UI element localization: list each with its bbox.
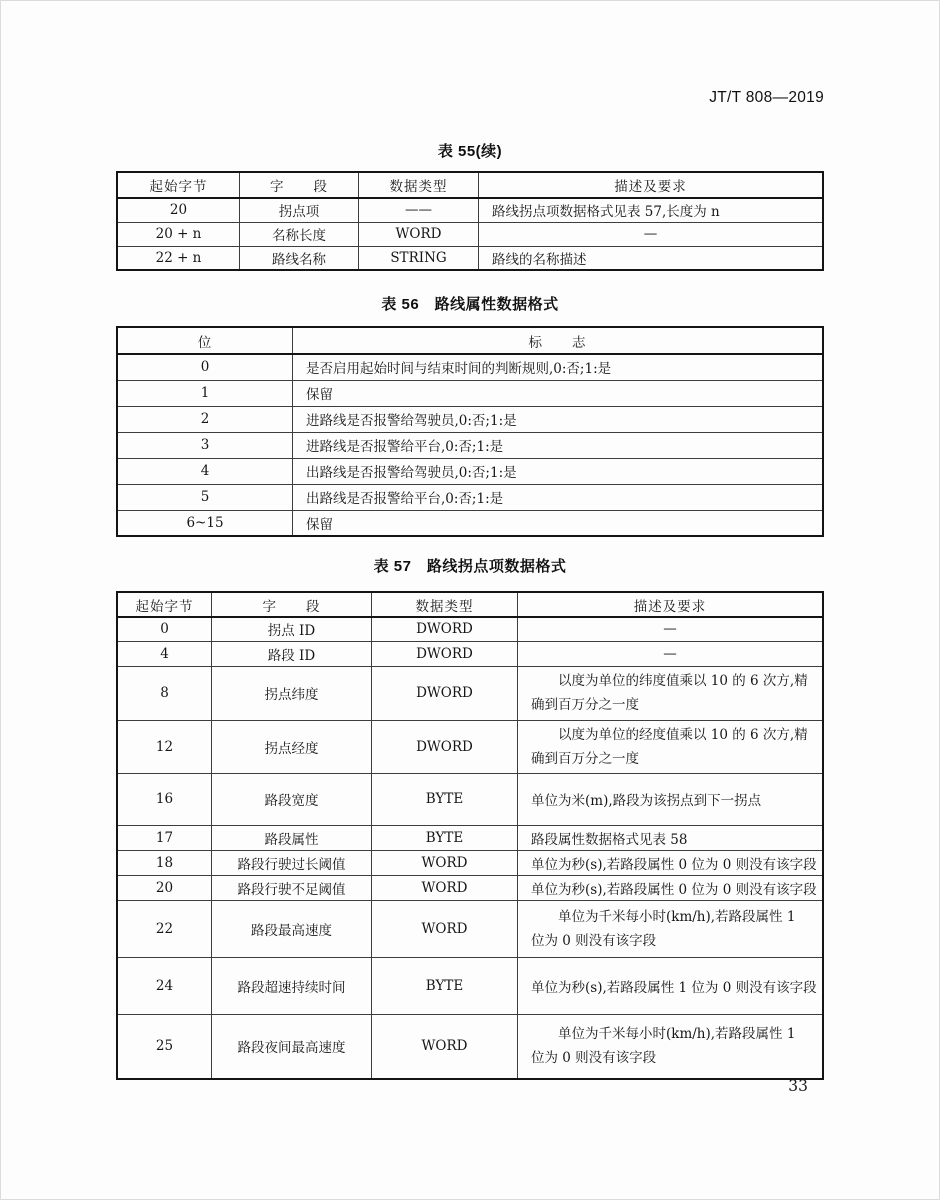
column-header: 字 段 <box>212 592 372 617</box>
table-cell: 路段超速持续时间 <box>212 957 372 1014</box>
table-cell: WORD <box>372 1014 518 1079</box>
table-row <box>117 825 823 850</box>
column-header: 数据类型 <box>359 172 479 198</box>
column-header: 数据类型 <box>372 592 518 617</box>
description-cell: 以度为单位的纬度值乘以 10 的 6 次方,精确到百万分之一度 <box>518 666 824 720</box>
table-cell: 25 <box>117 1014 212 1079</box>
table-cell: 12 <box>117 720 212 773</box>
table-cell: 路段夜间最高速度 <box>212 1014 372 1079</box>
table-row <box>117 720 823 773</box>
description-cell: 单位为米(m),路段为该拐点到下一拐点 <box>518 773 824 825</box>
description-cell: 路线的名称描述 <box>479 246 824 270</box>
table-cell: —— <box>359 198 479 222</box>
description-cell: — <box>518 641 824 666</box>
table-row <box>117 666 823 720</box>
description-cell: 以度为单位的经度值乘以 10 的 6 次方,精确到百万分之一度 <box>518 720 824 773</box>
description-cell: — <box>518 617 824 641</box>
table-cell: 路段宽度 <box>212 773 372 825</box>
description-cell: 出路线是否报警给平台,0:否;1:是 <box>293 484 824 510</box>
table-row <box>117 641 823 666</box>
table-row <box>117 458 823 484</box>
table-cell: 1 <box>117 380 293 406</box>
table-row <box>117 406 823 432</box>
table-57-title: 表 57 路线拐点项数据格式 <box>373 558 567 575</box>
table-cell: DWORD <box>372 720 518 773</box>
description-cell: 单位为千米每小时(km/h),若路段属性 1 位为 0 则没有该字段 <box>518 1014 824 1079</box>
table-cell: 8 <box>117 666 212 720</box>
table-cell: WORD <box>359 222 479 246</box>
table-57 <box>116 591 824 1080</box>
page-number: 33 <box>788 1077 808 1095</box>
description-cell: 单位为秒(s),若路段属性 1 位为 0 则没有该字段 <box>518 957 824 1014</box>
table-cell: STRING <box>359 246 479 270</box>
description-cell: 单位为千米每小时(km/h),若路段属性 1 位为 0 则没有该字段 <box>518 900 824 957</box>
table-cell: 拐点纬度 <box>212 666 372 720</box>
table-cell: 24 <box>117 957 212 1014</box>
column-header: 位 <box>117 327 293 354</box>
table-row <box>117 380 823 406</box>
table-row <box>117 246 823 270</box>
table-55-title: 表 55(续) <box>437 143 503 160</box>
column-header: 字 段 <box>240 172 359 198</box>
table-row <box>117 957 823 1014</box>
table-56-title: 表 56 路线属性数据格式 <box>381 296 559 313</box>
column-header: 起始字节 <box>117 172 240 198</box>
table-row <box>117 354 823 380</box>
header-row <box>117 592 823 617</box>
table-row <box>117 198 823 222</box>
table-cell: 20 <box>117 198 240 222</box>
table-cell: 22 + n <box>117 246 240 270</box>
table-row <box>117 850 823 875</box>
table-row <box>117 432 823 458</box>
table-row <box>117 222 823 246</box>
description-cell: 保留 <box>293 510 824 536</box>
table-cell: WORD <box>372 875 518 900</box>
table-cell: 拐点经度 <box>212 720 372 773</box>
table-cell: 路段最高速度 <box>212 900 372 957</box>
description-cell: 进路线是否报警给驾驶员,0:否;1:是 <box>293 406 824 432</box>
table-cell: 路段 ID <box>212 641 372 666</box>
table-cell: 路段行驶过长阈值 <box>212 850 372 875</box>
description-cell: 单位为秒(s),若路段属性 0 位为 0 则没有该字段 <box>518 850 824 875</box>
table-cell: DWORD <box>372 617 518 641</box>
table-cell: BYTE <box>372 773 518 825</box>
table-cell: 5 <box>117 484 293 510</box>
table-row <box>117 1014 823 1079</box>
table-cell: 20 <box>117 875 212 900</box>
table-row <box>117 617 823 641</box>
table-cell: DWORD <box>372 666 518 720</box>
description-cell: 出路线是否报警给驾驶员,0:否;1:是 <box>293 458 824 484</box>
description-cell: 保留 <box>293 380 824 406</box>
table-cell: 17 <box>117 825 212 850</box>
table-cell: WORD <box>372 850 518 875</box>
description-cell: 路线拐点项数据格式见表 57,长度为 n <box>479 198 824 222</box>
description-cell: 进路线是否报警给平台,0:否;1:是 <box>293 432 824 458</box>
table-cell: 0 <box>117 617 212 641</box>
table-row <box>117 875 823 900</box>
table-cell: DWORD <box>372 641 518 666</box>
table-cell: 拐点 ID <box>212 617 372 641</box>
table-cell: 20 + n <box>117 222 240 246</box>
table-cell: 4 <box>117 641 212 666</box>
description-cell: 是否启用起始时间与结束时间的判断规则,0:否;1:是 <box>293 354 824 380</box>
table-cell: 路段行驶不足阈值 <box>212 875 372 900</box>
column-header: 标 志 <box>293 327 824 354</box>
table-cell: 名称长度 <box>240 222 359 246</box>
table-cell: BYTE <box>372 957 518 1014</box>
table-cell: WORD <box>372 900 518 957</box>
table-cell: 6~15 <box>117 510 293 536</box>
description-cell: 单位为秒(s),若路段属性 0 位为 0 则没有该字段 <box>518 875 824 900</box>
column-header: 描述及要求 <box>479 172 824 198</box>
table-row <box>117 773 823 825</box>
table-cell: 2 <box>117 406 293 432</box>
description-cell: 路段属性数据格式见表 58 <box>518 825 824 850</box>
table-cell: BYTE <box>372 825 518 850</box>
table-cell: 16 <box>117 773 212 825</box>
description-cell: — <box>479 222 824 246</box>
table-cell: 路段属性 <box>212 825 372 850</box>
table-row <box>117 900 823 957</box>
table-row <box>117 510 823 536</box>
column-header: 起始字节 <box>117 592 212 617</box>
table-cell: 路线名称 <box>240 246 359 270</box>
table-56 <box>116 326 824 537</box>
table-cell: 4 <box>117 458 293 484</box>
header-row <box>117 172 823 198</box>
table-cell: 0 <box>117 354 293 380</box>
table-cell: 22 <box>117 900 212 957</box>
table-row <box>117 484 823 510</box>
header-row <box>117 327 823 354</box>
table-cell: 拐点项 <box>240 198 359 222</box>
table-55 <box>116 171 824 271</box>
standard-number: JT/T 808—2019 <box>709 89 824 106</box>
table-cell: 18 <box>117 850 212 875</box>
column-header: 描述及要求 <box>518 592 824 617</box>
table-cell: 3 <box>117 432 293 458</box>
